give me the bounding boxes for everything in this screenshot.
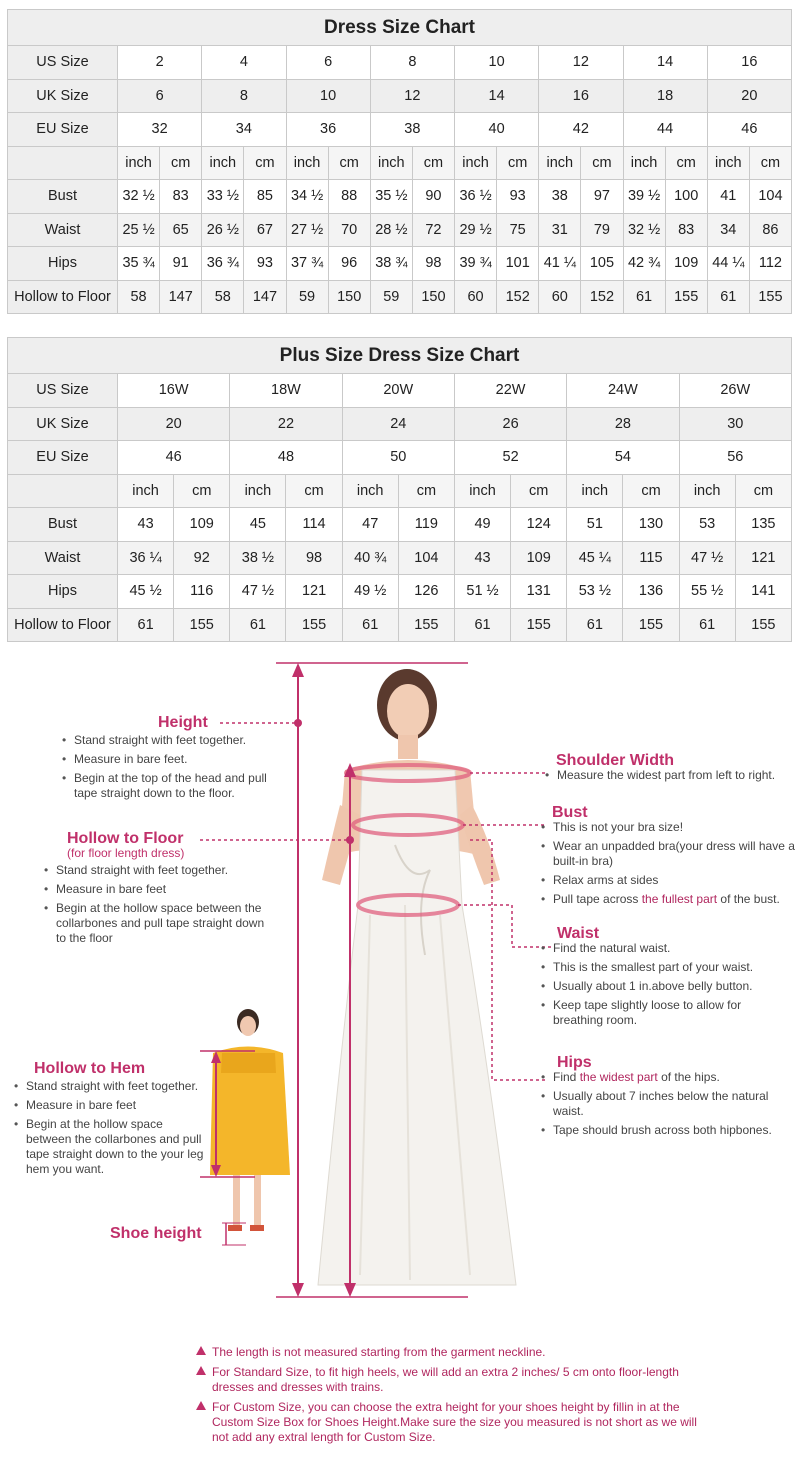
value-cell: 100 (665, 180, 707, 214)
bust-row (8, 180, 792, 214)
value-cell: 28 ½ (370, 213, 412, 247)
height-title: Height (158, 714, 208, 731)
row-label: UK Size (8, 79, 118, 113)
value-cell: 92 (174, 541, 230, 575)
us-size-row (8, 374, 792, 408)
unit-inch: inch (679, 474, 735, 508)
size-cell: 20 (707, 79, 791, 113)
warning-triangle-icon (196, 1401, 206, 1410)
value-cell: 55 ½ (679, 575, 735, 609)
value-cell: 36 ¾ (202, 247, 244, 281)
empty-cell (8, 146, 118, 180)
note-item: • Usually about 1 in.above belly button. (553, 979, 787, 994)
size-cell: 32 (118, 113, 202, 147)
hollow-floor-subtitle: (for floor length dress) (67, 846, 185, 860)
value-cell: 47 ½ (230, 575, 286, 609)
size-cell: 30 (679, 407, 791, 441)
size-cell: 52 (454, 441, 566, 475)
value-cell: 93 (497, 180, 539, 214)
value-cell: 105 (581, 247, 623, 281)
unit-cm: cm (581, 146, 623, 180)
waist-row (8, 213, 792, 247)
note-item: • Wear an unpadded bra(your dress will have a built-in bra) (553, 839, 797, 869)
value-cell: 135 (735, 508, 791, 542)
arrow-up-icon (292, 663, 304, 677)
value-cell: 91 (160, 247, 202, 281)
height-note (58, 715, 278, 805)
warning-triangle-icon (196, 1346, 206, 1355)
hollow-hem-note (10, 1061, 210, 1181)
size-cell: 6 (118, 79, 202, 113)
value-cell: 61 (679, 608, 735, 642)
size-cell: 26W (679, 374, 791, 408)
size-cell: 46 (707, 113, 791, 147)
note-line (196, 1400, 716, 1445)
measurement-guide (0, 655, 800, 1315)
unit-row (8, 146, 792, 180)
unit-inch: inch (455, 146, 497, 180)
unit-inch: inch (454, 474, 510, 508)
value-cell: 126 (398, 575, 454, 609)
value-cell: 70 (328, 213, 370, 247)
note-item: • Measure the widest part from left to right. (557, 768, 791, 783)
value-cell: 109 (511, 541, 567, 575)
unit-inch: inch (567, 474, 623, 508)
value-cell: 35 ½ (370, 180, 412, 214)
value-cell: 119 (398, 508, 454, 542)
size-cell: 8 (202, 79, 286, 113)
note-item: • Find the natural waist. (553, 941, 787, 956)
value-cell: 47 (342, 508, 398, 542)
row-label: US Size (8, 46, 118, 80)
warning-triangle-icon (196, 1366, 206, 1375)
unit-cm: cm (735, 474, 791, 508)
value-cell: 61 (567, 608, 623, 642)
dress-size-chart (7, 9, 792, 314)
value-cell: 98 (286, 541, 342, 575)
size-cell: 26 (454, 407, 566, 441)
value-cell: 61 (707, 280, 749, 314)
unit-cm: cm (497, 146, 539, 180)
value-cell: 114 (286, 508, 342, 542)
note-item: • Keep tape slightly loose to allow for breathing room. (553, 998, 787, 1028)
note-text: of the hips. (657, 1070, 720, 1084)
size-cell: 50 (342, 441, 454, 475)
value-cell: 43 (454, 541, 510, 575)
value-cell: 83 (160, 180, 202, 214)
note-item: • Stand straight with feet together. (56, 863, 270, 878)
row-label: EU Size (8, 441, 118, 475)
note-item: • Begin at the top of the head and pull tape straight down to the floor. (74, 771, 278, 801)
note-text: Find (553, 1070, 580, 1084)
value-cell: 60 (455, 280, 497, 314)
value-cell: 61 (454, 608, 510, 642)
highlight-text: the fullest part (641, 892, 718, 906)
note-item: • Stand straight with feet together. (26, 1079, 210, 1094)
size-cell: 24W (567, 374, 679, 408)
value-cell: 45 ¼ (567, 541, 623, 575)
row-label: US Size (8, 374, 118, 408)
unit-inch: inch (623, 146, 665, 180)
note-item: • This is the smallest part of your waist. (553, 960, 787, 975)
value-cell: 51 ½ (454, 575, 510, 609)
note-text: of the bust. (717, 892, 780, 906)
size-cell: 14 (455, 79, 539, 113)
unit-inch: inch (230, 474, 286, 508)
value-cell: 58 (202, 280, 244, 314)
bust-row (8, 508, 792, 542)
hollow-floor-note (40, 831, 270, 950)
size-cell: 10 (286, 79, 370, 113)
value-cell: 59 (370, 280, 412, 314)
note-item: • Measure in bare feet (56, 882, 270, 897)
unit-cm: cm (398, 474, 454, 508)
row-label: Hollow to Floor (8, 280, 118, 314)
value-cell: 43 (118, 508, 174, 542)
small-model-figure (210, 1009, 290, 1231)
value-cell: 59 (286, 280, 328, 314)
row-label: Waist (8, 213, 118, 247)
note-text: The length is not measured starting from the garment neckline. (212, 1345, 546, 1359)
value-cell: 141 (735, 575, 791, 609)
value-cell: 45 (230, 508, 286, 542)
size-cell: 8 (370, 46, 454, 80)
value-cell: 150 (412, 280, 454, 314)
value-cell: 155 (623, 608, 679, 642)
size-cell: 22 (230, 407, 342, 441)
unit-cm: cm (286, 474, 342, 508)
note-item: • Measure in bare feet. (74, 752, 278, 767)
bust-note (537, 805, 797, 911)
value-cell: 60 (539, 280, 581, 314)
uk-size-row (8, 79, 792, 113)
unit-inch: inch (342, 474, 398, 508)
unit-cm: cm (511, 474, 567, 508)
note-item: • Tape should brush across both hipbones. (553, 1123, 787, 1138)
value-cell: 36 ½ (455, 180, 497, 214)
value-cell: 39 ¾ (455, 247, 497, 281)
unit-cm: cm (160, 146, 202, 180)
value-cell: 41 (707, 180, 749, 214)
unit-cm: cm (244, 146, 286, 180)
value-cell: 32 ½ (118, 180, 160, 214)
hips-note (537, 1055, 787, 1142)
size-cell: 46 (118, 441, 230, 475)
size-cell: 56 (679, 441, 791, 475)
value-cell: 53 ½ (567, 575, 623, 609)
note-item: • Measure in bare feet (26, 1098, 210, 1113)
note-line (196, 1345, 716, 1360)
value-cell: 53 (679, 508, 735, 542)
unit-inch: inch (202, 146, 244, 180)
value-cell: 45 ½ (118, 575, 174, 609)
value-cell: 131 (511, 575, 567, 609)
value-cell: 38 ½ (230, 541, 286, 575)
shoe-height-note (110, 1226, 202, 1244)
value-cell: 121 (735, 541, 791, 575)
row-label: EU Size (8, 113, 118, 147)
size-cell: 6 (286, 46, 370, 80)
size-cell: 4 (202, 46, 286, 80)
chart-title: Plus Size Dress Size Chart (8, 338, 792, 374)
value-cell: 61 (230, 608, 286, 642)
arrow-down-icon (344, 1283, 356, 1297)
note-item: • Begin at the hollow space between the collarbones and pull tape straight down to the your leg hem you want. (26, 1117, 210, 1177)
note-item: • Usually about 7 inches below the natural waist. (553, 1089, 787, 1119)
size-cell: 42 (539, 113, 623, 147)
value-cell: 36 ¼ (118, 541, 174, 575)
note-item: • This is not your bra size! (553, 820, 797, 835)
value-cell: 152 (497, 280, 539, 314)
note-line (196, 1365, 716, 1395)
uk-size-row (8, 407, 792, 441)
value-cell: 39 ½ (623, 180, 665, 214)
value-cell: 155 (665, 280, 707, 314)
waist-title: Waist (557, 925, 600, 942)
row-label: Waist (8, 541, 118, 575)
value-cell: 115 (623, 541, 679, 575)
unit-inch: inch (118, 474, 174, 508)
value-cell: 109 (174, 508, 230, 542)
value-cell: 49 (454, 508, 510, 542)
hips-title: Hips (557, 1054, 592, 1071)
unit-cm: cm (174, 474, 230, 508)
value-cell: 79 (581, 213, 623, 247)
unit-cm: cm (412, 146, 454, 180)
unit-inch: inch (370, 146, 412, 180)
value-cell: 29 ½ (455, 213, 497, 247)
size-cell: 14 (623, 46, 707, 80)
size-cell: 10 (455, 46, 539, 80)
value-cell: 155 (511, 608, 567, 642)
size-cell: 36 (286, 113, 370, 147)
value-cell: 93 (244, 247, 286, 281)
value-cell: 147 (160, 280, 202, 314)
row-label: UK Size (8, 407, 118, 441)
unit-inch: inch (539, 146, 581, 180)
value-cell: 61 (118, 608, 174, 642)
value-cell: 136 (623, 575, 679, 609)
note-item: • Stand straight with feet together. (74, 733, 278, 748)
value-cell: 49 ½ (342, 575, 398, 609)
value-cell: 147 (244, 280, 286, 314)
size-cell: 18W (230, 374, 342, 408)
plus-size-chart (7, 337, 792, 642)
row-label: Hips (8, 575, 118, 609)
value-cell: 67 (244, 213, 286, 247)
unit-inch: inch (118, 146, 160, 180)
hollow-hem-title: Hollow to Hem (34, 1060, 146, 1077)
value-cell: 90 (412, 180, 454, 214)
chart-title: Dress Size Chart (8, 10, 792, 46)
value-cell: 83 (665, 213, 707, 247)
note-item (553, 892, 797, 907)
note-item (553, 1070, 787, 1085)
arrow-down-icon (292, 1283, 304, 1297)
value-cell: 150 (328, 280, 370, 314)
hollow-to-floor-row (8, 280, 792, 314)
value-cell: 86 (749, 213, 791, 247)
value-cell: 41 ¼ (539, 247, 581, 281)
unit-cm: cm (623, 474, 679, 508)
size-cell: 16W (118, 374, 230, 408)
value-cell: 25 ½ (118, 213, 160, 247)
value-cell: 124 (511, 508, 567, 542)
value-cell: 152 (581, 280, 623, 314)
bust-title: Bust (552, 804, 588, 821)
note-item: • Relax arms at sides (553, 873, 797, 888)
value-cell: 104 (398, 541, 454, 575)
size-cell: 34 (202, 113, 286, 147)
shoe-height-title: Shoe height (110, 1225, 202, 1242)
size-cell: 24 (342, 407, 454, 441)
hips-row (8, 247, 792, 281)
value-cell: 34 ½ (286, 180, 328, 214)
value-cell: 116 (174, 575, 230, 609)
value-cell: 104 (749, 180, 791, 214)
size-cell: 20 (118, 407, 230, 441)
shoulder-title: Shoulder Width (556, 752, 675, 769)
note-text: For Custom Size, you can choose the extra height for your shoes height by fillin in at the Custom Size Box for Shoes Height.Make sure the size you measured is not short as we will not add any extral length for Custom Size. (212, 1400, 697, 1444)
value-cell: 88 (328, 180, 370, 214)
value-cell: 51 (567, 508, 623, 542)
value-cell: 65 (160, 213, 202, 247)
value-cell: 38 (539, 180, 581, 214)
size-cell: 2 (118, 46, 202, 80)
shoulder-note (541, 753, 791, 787)
note-text: For Standard Size, to fit high heels, we will add an extra 2 inches/ 5 cm onto floor-length dresses and dresses with trains. (212, 1365, 679, 1394)
value-cell: 112 (749, 247, 791, 281)
size-cell: 44 (623, 113, 707, 147)
value-cell: 155 (749, 280, 791, 314)
size-cell: 16 (539, 79, 623, 113)
value-cell: 42 ¾ (623, 247, 665, 281)
size-cell: 28 (567, 407, 679, 441)
value-cell: 155 (286, 608, 342, 642)
value-cell: 61 (623, 280, 665, 314)
value-cell: 37 ¾ (286, 247, 328, 281)
value-cell: 121 (286, 575, 342, 609)
waist-row (8, 541, 792, 575)
eu-size-row (8, 113, 792, 147)
value-cell: 155 (735, 608, 791, 642)
size-cell: 38 (370, 113, 454, 147)
row-label: Bust (8, 180, 118, 214)
size-cell: 12 (539, 46, 623, 80)
value-cell: 47 ½ (679, 541, 735, 575)
value-cell: 75 (497, 213, 539, 247)
value-cell: 109 (665, 247, 707, 281)
value-cell: 155 (398, 608, 454, 642)
value-cell: 32 ½ (623, 213, 665, 247)
value-cell: 44 ¼ (707, 247, 749, 281)
eu-size-row (8, 441, 792, 475)
unit-row (8, 474, 792, 508)
note-item: • Begin at the hollow space between the collarbones and pull tape straight down to the floor (56, 901, 270, 946)
value-cell: 40 ¾ (342, 541, 398, 575)
value-cell: 130 (623, 508, 679, 542)
value-cell: 101 (497, 247, 539, 281)
value-cell: 38 ¾ (370, 247, 412, 281)
value-cell: 35 ¾ (118, 247, 160, 281)
size-cell: 40 (455, 113, 539, 147)
size-cell: 22W (454, 374, 566, 408)
value-cell: 31 (539, 213, 581, 247)
value-cell: 96 (328, 247, 370, 281)
value-cell: 155 (174, 608, 230, 642)
unit-cm: cm (665, 146, 707, 180)
model-figure (318, 669, 516, 1285)
row-label: Hollow to Floor (8, 608, 118, 642)
size-cell: 16 (707, 46, 791, 80)
empty-cell (8, 474, 118, 508)
value-cell: 98 (412, 247, 454, 281)
hollow-floor-title: Hollow to Floor (67, 830, 184, 847)
value-cell: 26 ½ (202, 213, 244, 247)
unit-inch: inch (286, 146, 328, 180)
waist-note (537, 926, 787, 1032)
size-cell: 12 (370, 79, 454, 113)
row-label: Hips (8, 247, 118, 281)
hips-row (8, 575, 792, 609)
size-cell: 18 (623, 79, 707, 113)
value-cell: 34 (707, 213, 749, 247)
notes (196, 1345, 716, 1450)
value-cell: 72 (412, 213, 454, 247)
unit-inch: inch (707, 146, 749, 180)
size-cell: 48 (230, 441, 342, 475)
value-cell: 97 (581, 180, 623, 214)
us-size-row (8, 46, 792, 80)
unit-cm: cm (328, 146, 370, 180)
size-cell: 20W (342, 374, 454, 408)
unit-cm: cm (749, 146, 791, 180)
size-cell: 54 (567, 441, 679, 475)
value-cell: 61 (342, 608, 398, 642)
value-cell: 27 ½ (286, 213, 328, 247)
value-cell: 85 (244, 180, 286, 214)
highlight-text: the widest part (579, 1070, 658, 1084)
value-cell: 33 ½ (202, 180, 244, 214)
note-text: Pull tape across (553, 892, 642, 906)
hollow-to-floor-row (8, 608, 792, 642)
value-cell: 58 (118, 280, 160, 314)
row-label: Bust (8, 508, 118, 542)
